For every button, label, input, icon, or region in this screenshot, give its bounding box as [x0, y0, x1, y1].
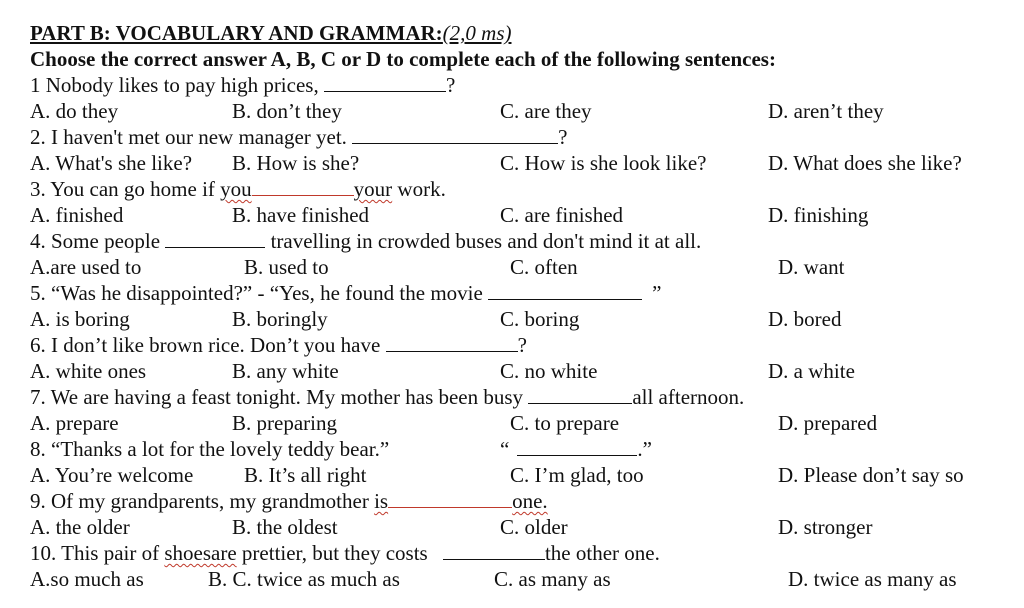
section-title	[30, 20, 511, 46]
question-5-option-a[interactable]: A. is boring	[30, 307, 130, 331]
question-3-option-c[interactable]: C. are finished	[500, 203, 624, 227]
question-1-option-c[interactable]: C. are they	[500, 99, 592, 123]
question-10-option-a[interactable]: A.so much as	[30, 567, 144, 591]
question-2-option-a[interactable]: A. What's she like?	[30, 151, 193, 175]
question-3-word: you	[220, 177, 252, 201]
section-points: (2,0 ms)	[442, 21, 512, 45]
question-6-stem	[30, 332, 527, 358]
answer-blank[interactable]	[165, 229, 265, 248]
question-1-end: ?	[445, 73, 456, 97]
question-2-option-d[interactable]: D. What does she like?	[768, 151, 962, 175]
question-7-text: 7. We are having a feast tonight. My mother has been busy	[30, 385, 529, 409]
answer-blank[interactable]	[528, 385, 632, 404]
question-7-stem	[30, 384, 744, 410]
answer-blank[interactable]	[388, 489, 512, 508]
question-7-option-d[interactable]: D. prepared	[778, 411, 878, 435]
question-9-end: one.	[512, 489, 548, 513]
question-7-end: all afternoon.	[632, 385, 745, 409]
question-8-stem	[30, 436, 389, 462]
question-1-option-b[interactable]: B. don’t they	[232, 99, 342, 123]
question-6-option-c[interactable]: C. no white	[500, 359, 598, 383]
question-6-option-a[interactable]: A. white ones	[30, 359, 147, 383]
question-10-option-c[interactable]: C. as many as	[494, 567, 611, 591]
answer-blank[interactable]	[443, 541, 545, 560]
question-2-option-c[interactable]: C. How is she look like?	[500, 151, 707, 175]
question-8-option-a[interactable]: A. You’re welcome	[30, 463, 194, 487]
question-9-option-b[interactable]: B. the oldest	[232, 515, 338, 539]
instruction: Choose the correct answer A, B, C or D to complete each of the following sentences:	[30, 47, 776, 71]
question-9-option-c[interactable]: C. older	[500, 515, 568, 539]
question-2-end: ?	[558, 125, 568, 149]
answer-blank[interactable]	[352, 125, 558, 144]
question-8-option-c[interactable]: C. I’m glad, too	[510, 463, 644, 487]
question-6-option-b[interactable]: B. any white	[232, 359, 339, 383]
question-6-option-d[interactable]: D. a white	[768, 359, 855, 383]
question-9-stem	[30, 488, 548, 514]
question-8-reply	[500, 436, 652, 462]
question-10-option-b[interactable]: B. C. twice as much as	[208, 567, 400, 591]
question-4-option-d[interactable]: D. want	[778, 255, 845, 279]
question-4-option-a[interactable]: A.are used to	[30, 255, 142, 279]
question-5-text: 5. “Was he disappointed?” - “Yes, he found the movie	[30, 281, 489, 305]
question-9-text: 9. Of my grandparents, my grandmother	[30, 489, 375, 513]
question-2-option-b[interactable]: B. How is she?	[232, 151, 360, 175]
question-3-stem	[30, 176, 446, 202]
question-1-text: 1 Nobody likes to pay high prices,	[30, 73, 324, 97]
answer-blank[interactable]	[324, 73, 446, 92]
question-2-text: 2. I haven't met our new manager yet.	[30, 125, 353, 149]
question-10-option-d[interactable]: D. twice as many as	[788, 567, 957, 591]
question-4-option-b[interactable]: B. used to	[244, 255, 329, 279]
question-5-stem	[30, 280, 661, 306]
question-5-option-b[interactable]: B. boringly	[232, 307, 328, 331]
question-9-option-a[interactable]: A. the older	[30, 515, 130, 539]
question-3-text: 3. You can go home if	[30, 177, 221, 201]
question-4-stem	[30, 228, 701, 254]
question-7-option-b[interactable]: B. preparing	[232, 411, 337, 435]
question-3-word-2: your	[353, 177, 393, 201]
question-1-option-d[interactable]: D. aren’t they	[768, 99, 884, 123]
question-10-end: the other one.	[544, 541, 660, 565]
question-9-option-d[interactable]: D. stronger	[778, 515, 873, 539]
question-10-text: 10. This pair of	[30, 541, 165, 565]
question-8-option-b[interactable]: B. It’s all right	[244, 463, 367, 487]
question-7-option-a[interactable]: A. prepare	[30, 411, 119, 435]
question-6-text: 6. I don’t like brown rice. Don’t you have	[30, 333, 386, 357]
section-title-text: PART B: VOCABULARY AND GRAMMAR:	[30, 21, 443, 45]
question-10-stem	[30, 540, 660, 566]
question-4-option-c[interactable]: C. often	[510, 255, 578, 279]
question-6-end: ?	[517, 333, 527, 357]
question-1-stem	[30, 72, 455, 98]
answer-blank[interactable]	[386, 333, 518, 352]
question-8-option-d[interactable]: D. Please don’t say so	[778, 463, 964, 487]
question-4-text: 4. Some people	[30, 229, 166, 253]
question-3-option-d[interactable]: D. finishing	[768, 203, 869, 227]
question-3-end: work.	[392, 177, 446, 201]
question-5-option-d[interactable]: D. bored	[768, 307, 842, 331]
question-8-text: 8. “Thanks a lot for the lovely teddy bear.”	[30, 437, 390, 461]
question-2-stem	[30, 124, 568, 150]
question-4-end: travelling in crowded buses and don't mind it at all.	[265, 229, 702, 253]
question-8-end: .”	[637, 437, 652, 461]
answer-blank[interactable]	[252, 177, 354, 196]
question-5-end: ”	[652, 281, 662, 305]
question-3-option-a[interactable]: A. finished	[30, 203, 124, 227]
answer-blank[interactable]	[517, 437, 637, 456]
question-10-text-2: prettier, but they costs	[236, 541, 433, 565]
question-9-word: is	[374, 489, 389, 513]
question-3-option-b[interactable]: B. have finished	[232, 203, 370, 227]
question-7-option-c[interactable]: C. to prepare	[510, 411, 620, 435]
answer-blank[interactable]	[488, 281, 642, 300]
question-10-word: shoesare	[164, 541, 237, 565]
question-5-option-c[interactable]: C. boring	[500, 307, 580, 331]
question-8-open-quote: “	[500, 437, 510, 461]
question-1-option-a[interactable]: A. do they	[30, 99, 119, 123]
